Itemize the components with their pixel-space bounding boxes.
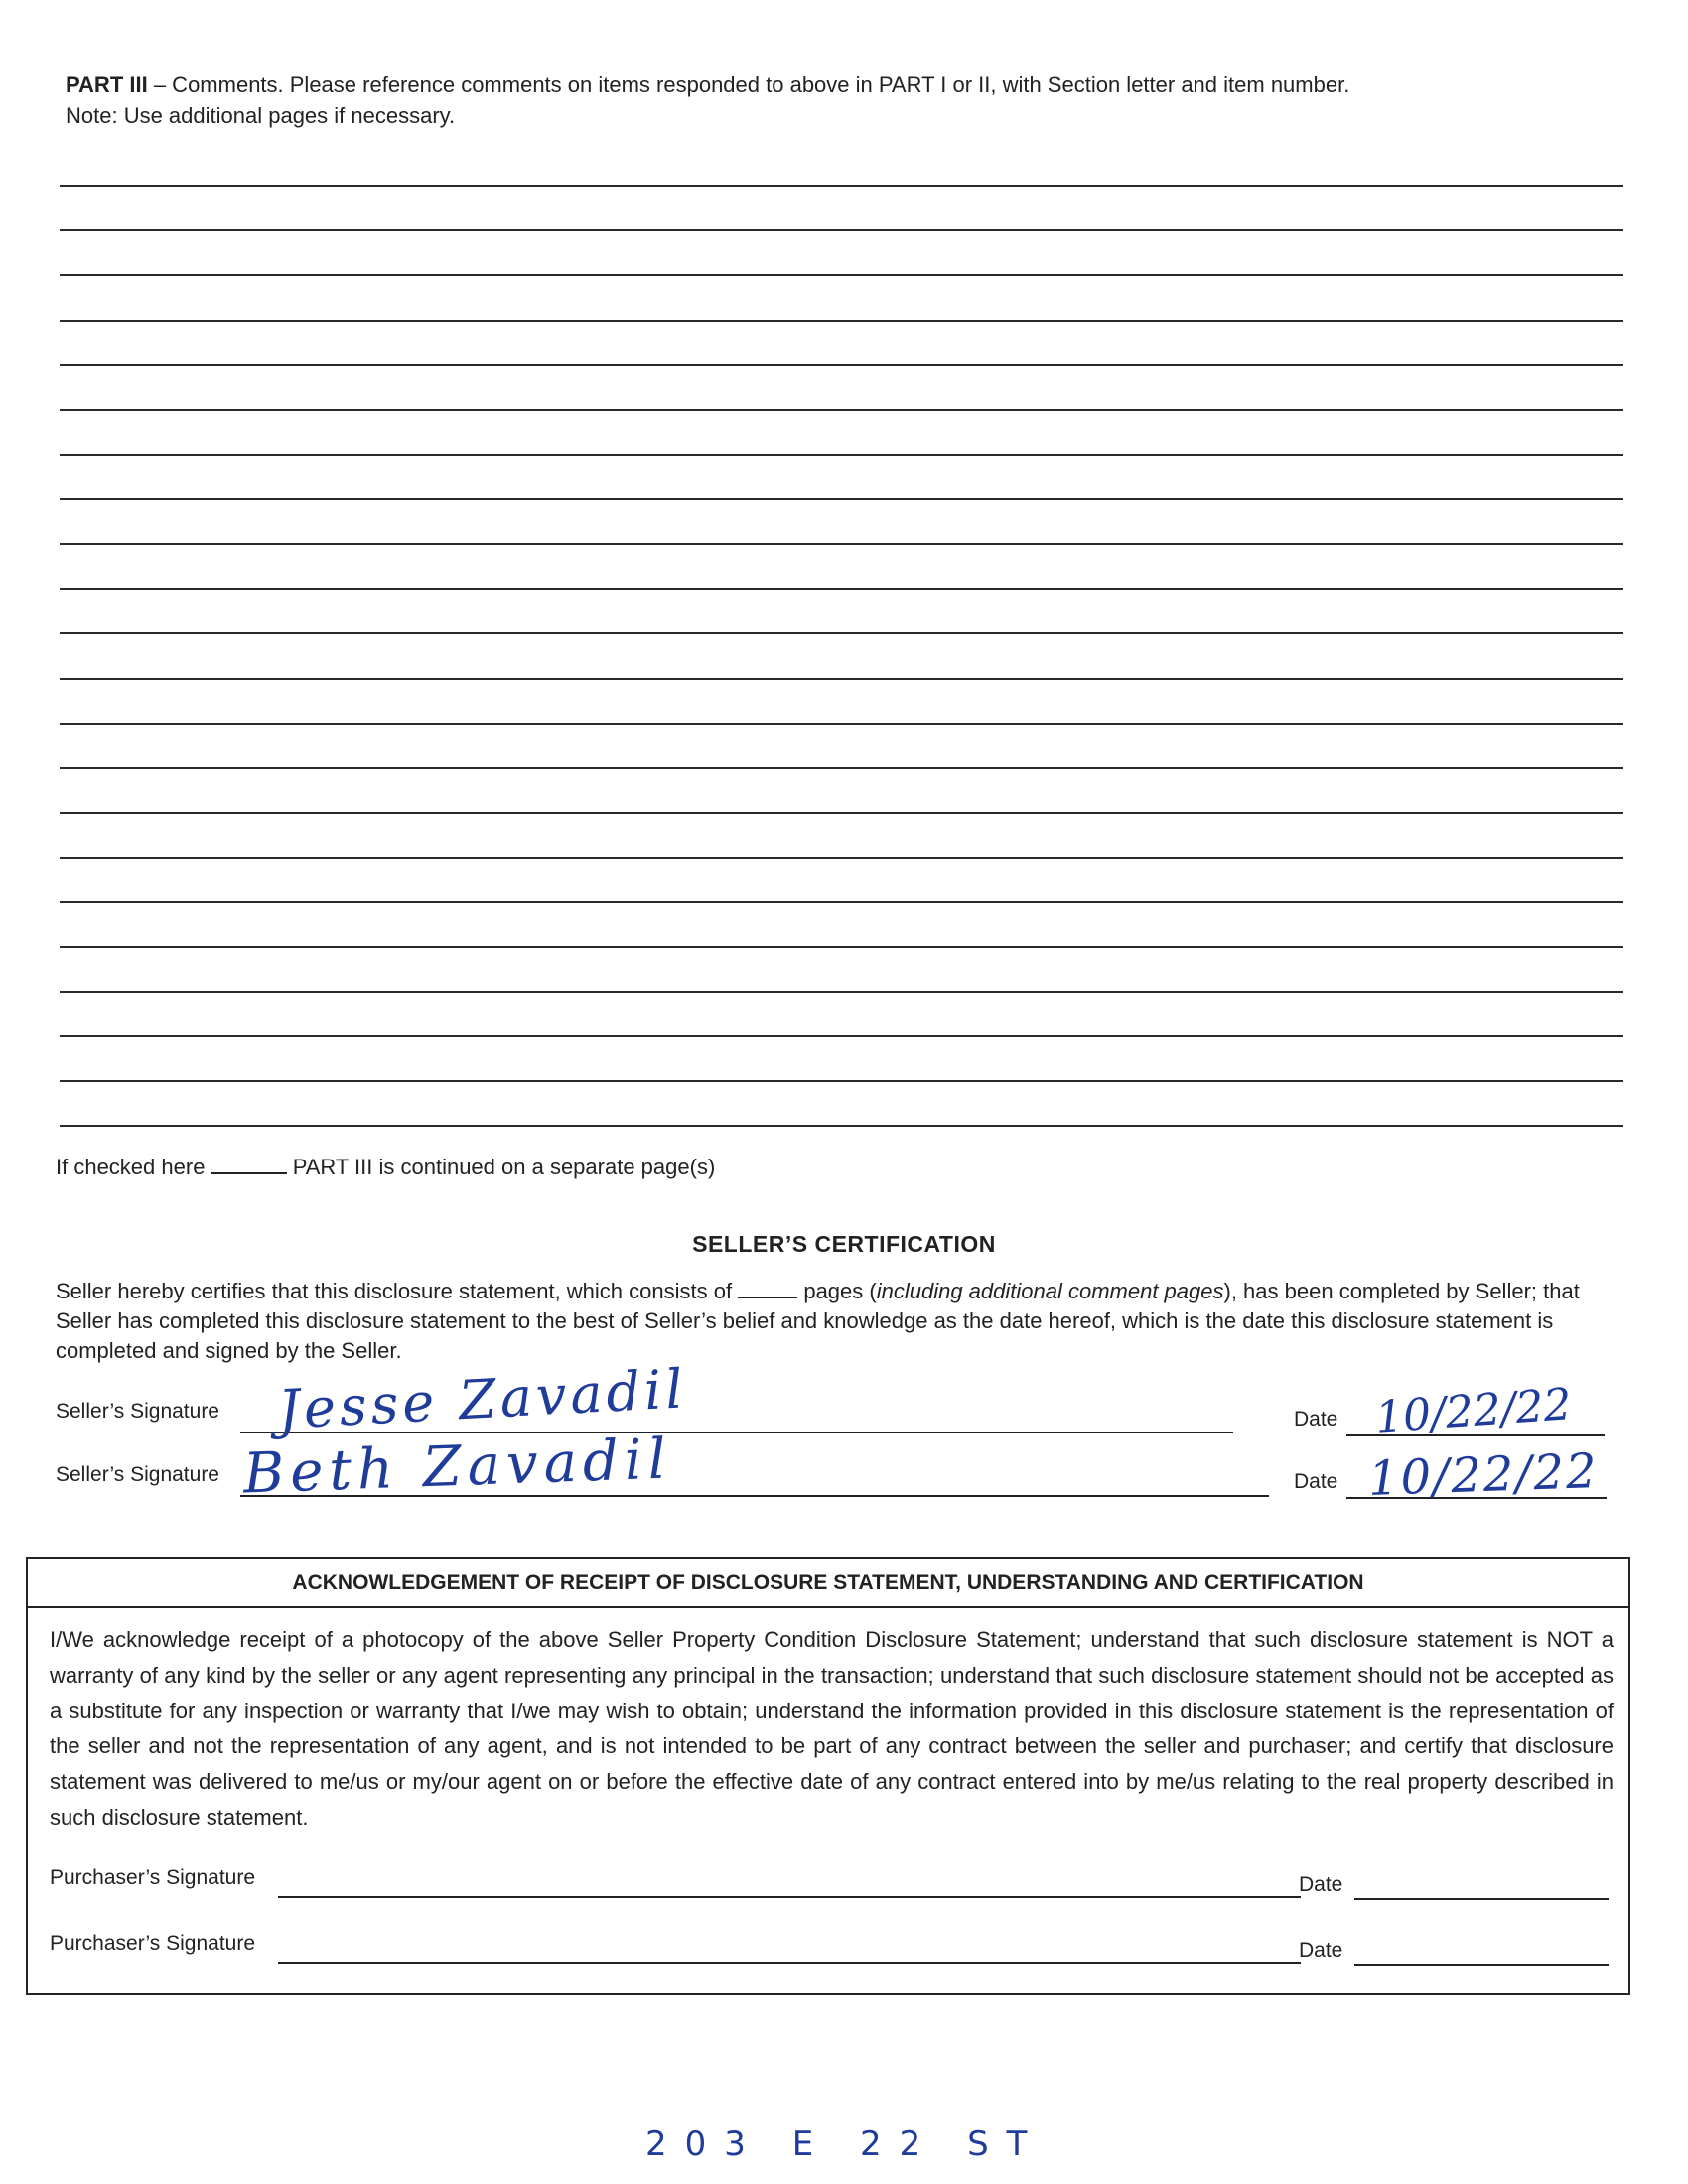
part3-note: Note: Use additional pages if necessary. [66,103,456,128]
comment-line[interactable] [60,185,1623,187]
comment-line[interactable] [60,946,1623,948]
part3-heading: PART III [66,72,148,97]
seller-date-2: 10/22/22 [1367,1442,1600,1508]
part3-intro: – Comments. Please reference comments on items responded to above in PART I or II, with Section letter and item number. [147,72,1350,97]
comment-line[interactable] [60,229,1623,231]
purchaser-date-line-1[interactable] [1354,1898,1609,1900]
handwritten-address: 203 E 22 ST [645,2124,1046,2164]
comment-line[interactable] [60,812,1623,814]
seller-certification-text [56,1277,1634,1366]
comment-line[interactable] [60,1125,1623,1127]
cert-text-b: pages ( [803,1279,877,1303]
comment-line[interactable] [60,723,1623,725]
comment-line[interactable] [60,857,1623,859]
purchaser-date-label-1: Date [1299,1873,1343,1896]
comment-line[interactable] [60,364,1623,366]
page-count-blank[interactable] [738,1279,797,1298]
cert-text-a: Seller hereby certifies that this disclosure statement, which consists of [56,1279,733,1303]
comment-line[interactable] [60,678,1623,680]
purchaser-date-label-2: Date [1299,1939,1343,1962]
purchaser-signature-label-1: Purchaser’s Signature [50,1866,256,1889]
purchaser-signature-line-2[interactable] [278,1962,1301,1964]
part3-header [66,69,1615,131]
comment-line[interactable] [60,498,1623,500]
comment-line[interactable] [60,588,1623,590]
purchaser-signature-line-1[interactable] [278,1896,1301,1898]
comment-line[interactable] [60,632,1623,634]
seller-signature-1: Jesse Zavadil [276,1357,689,1441]
comment-line[interactable] [60,991,1623,993]
seller-certification-title: SELLER’S CERTIFICATION [692,1231,996,1257]
seller-date-label-1: Date [1294,1408,1338,1431]
cert-text-c: ), has been completed by Seller; that Seller has completed this disclosure statement to the best of Seller’s belief and knowledge as the date hereof, which is the date this disclosure statement is completed and signed by the Seller. [56,1279,1580,1363]
comment-line[interactable] [60,274,1623,276]
seller-signature-label-1: Seller’s Signature [56,1400,219,1423]
comment-line[interactable] [60,543,1623,545]
cert-text-italic: including additional comment pages [876,1279,1224,1303]
continued-suffix: PART III is continued on a separate page(s) [292,1155,716,1179]
purchaser-signature-label-2: Purchaser’s Signature [50,1932,256,1955]
continued-prefix: If checked here [56,1155,206,1179]
comment-line[interactable] [60,409,1623,411]
continued-row [56,1155,715,1180]
seller-date-1: 10/22/22 [1373,1379,1574,1443]
continued-check-blank[interactable] [211,1155,287,1174]
purchaser-date-line-2[interactable] [1354,1964,1609,1966]
comment-line[interactable] [60,1080,1623,1082]
comment-line[interactable] [60,767,1623,769]
seller-signature-label-2: Seller’s Signature [56,1463,219,1486]
acknowledgement-title: ACKNOWLEDGEMENT OF RECEIPT OF DISCLOSURE STATEMENT, UNDERSTANDING AND CERTIFICATION [28,1559,1628,1608]
comment-line[interactable] [60,454,1623,456]
comment-line[interactable] [60,1035,1623,1037]
acknowledgement-text: I/We acknowledge receipt of a photocopy of the above Seller Property Condition Disclosure Statement; understand that such disclosure statement is NOT a warranty of any kind by the seller or any agent representing any principal in the transaction; understand that such disclosure statement should not be accepted as a substitute for any inspection or warranty that I/we may wish to obtain; understand the information provided in this disclosure statement is the representation of the seller and not the representation of any agent, and is not intended to be part of any contract between the seller and purchaser; and certify that disclosure statement was delivered to me/us or my/our agent on or before the effective date of any contract entered into by me/us relating to the real property described in such disclosure statement. [50,1627,1614,1830]
seller-date-label-2: Date [1294,1470,1338,1493]
seller-signature-2: Beth Zavadil [241,1427,673,1507]
comment-line[interactable] [60,901,1623,903]
acknowledgement-box [26,1557,1630,1995]
comment-line[interactable] [60,320,1623,322]
